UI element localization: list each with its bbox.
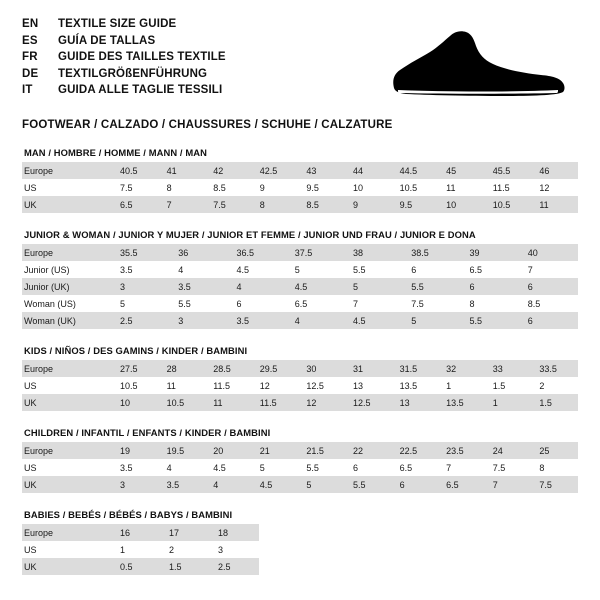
table-row: [22, 179, 578, 196]
size-cell: 4: [170, 261, 228, 278]
size-cell: 10: [438, 196, 485, 213]
size-cell: 5.5: [170, 295, 228, 312]
size-cell: 9: [252, 179, 299, 196]
size-cell: 5.5: [345, 261, 403, 278]
size-cell: 4.5: [252, 476, 299, 493]
size-cell: 40: [520, 244, 578, 261]
size-cell: 11: [531, 196, 578, 213]
size-cell: 28: [159, 360, 206, 377]
row-label: Junior (UK): [22, 278, 112, 295]
size-cell: 10.5: [392, 179, 439, 196]
size-cell: 7.5: [485, 459, 532, 476]
size-cell: 11: [159, 377, 206, 394]
row-label: US: [22, 459, 112, 476]
size-cell: 2.5: [210, 558, 259, 575]
size-cell: 4: [159, 459, 206, 476]
size-cell: 10.5: [112, 377, 159, 394]
page-header: [22, 16, 578, 105]
table-row: [22, 541, 259, 558]
table-row: [22, 377, 578, 394]
size-cell: 5: [112, 295, 170, 312]
size-cell: 45.5: [485, 162, 532, 179]
size-table-block: [22, 427, 578, 493]
size-cell: 13: [345, 377, 392, 394]
size-cell: 35.5: [112, 244, 170, 261]
table-row: [22, 442, 578, 459]
row-label: Europe: [22, 162, 112, 179]
size-cell: 6: [403, 261, 461, 278]
size-cell: 36: [170, 244, 228, 261]
size-cell: 13: [392, 394, 439, 411]
size-cell: 11.5: [252, 394, 299, 411]
row-label: Junior (US): [22, 261, 112, 278]
size-cell: 6: [520, 312, 578, 329]
size-cell: 8: [252, 196, 299, 213]
size-cell: 4: [229, 278, 287, 295]
row-label: Europe: [22, 442, 112, 459]
size-table-title: KIDS / NIÑOS / DES GAMINS / KINDER / BAMBINI: [24, 345, 248, 356]
language-row: [22, 33, 226, 50]
size-cell: 9.5: [298, 179, 345, 196]
table-row: [22, 244, 578, 261]
row-label: Europe: [22, 524, 112, 541]
size-cell: 8.5: [205, 179, 252, 196]
size-cell: 12: [531, 179, 578, 196]
table-row: [22, 261, 578, 278]
size-cell: 4.5: [287, 278, 345, 295]
size-table-title: MAN / HOMBRE / HOMME / MANN / MAN: [24, 147, 207, 158]
size-table-block: [22, 345, 578, 411]
size-cell: 22.5: [392, 442, 439, 459]
size-cell: 46: [531, 162, 578, 179]
size-cell: 7: [345, 295, 403, 312]
size-table: [22, 524, 259, 575]
size-cell: 5.5: [345, 476, 392, 493]
language-code: DE: [22, 67, 39, 80]
size-cell: 4.5: [229, 261, 287, 278]
row-label: Woman (UK): [22, 312, 112, 329]
row-label: US: [22, 377, 112, 394]
size-cell: 2: [531, 377, 578, 394]
size-tables-container: [22, 147, 578, 575]
size-cell: 8: [531, 459, 578, 476]
size-cell: 19: [112, 442, 159, 459]
size-cell: 3.5: [170, 278, 228, 295]
table-row: [22, 476, 578, 493]
size-cell: 5: [403, 312, 461, 329]
size-cell: 18: [210, 524, 259, 541]
row-label: Europe: [22, 360, 112, 377]
table-row: [22, 524, 259, 541]
size-cell: 4.5: [205, 459, 252, 476]
size-cell: 5.5: [403, 278, 461, 295]
size-cell: 42: [205, 162, 252, 179]
size-cell: 1.5: [531, 394, 578, 411]
size-table: [22, 360, 578, 411]
size-table-title: BABIES / BEBÉS / BÉBÉS / BABYS / BAMBINI: [24, 509, 233, 520]
table-row: [22, 196, 578, 213]
size-cell: 33.5: [531, 360, 578, 377]
size-cell: 5: [298, 476, 345, 493]
size-cell: 23.5: [438, 442, 485, 459]
size-cell: 43: [298, 162, 345, 179]
size-cell: 8.5: [520, 295, 578, 312]
size-cell: 8.5: [298, 196, 345, 213]
size-cell: 3.5: [229, 312, 287, 329]
size-cell: 10.5: [159, 394, 206, 411]
size-cell: 11: [438, 179, 485, 196]
size-cell: 11.5: [205, 377, 252, 394]
size-cell: 3: [112, 278, 170, 295]
table-row: [22, 295, 578, 312]
size-cell: 3: [112, 476, 159, 493]
size-cell: 44: [345, 162, 392, 179]
language-code: EN: [22, 18, 39, 30]
table-row: [22, 394, 578, 411]
language-row: [22, 16, 226, 33]
size-cell: 1.5: [485, 377, 532, 394]
size-cell: 12: [298, 394, 345, 411]
size-cell: 6: [229, 295, 287, 312]
size-cell: 25: [531, 442, 578, 459]
size-table: [22, 162, 578, 213]
table-row: [22, 360, 578, 377]
table-row: [22, 312, 578, 329]
size-cell: 30: [298, 360, 345, 377]
size-cell: 5: [287, 261, 345, 278]
size-cell: 24: [485, 442, 532, 459]
size-cell: 4: [287, 312, 345, 329]
size-cell: 1: [112, 541, 161, 558]
language-title: GUIDE DES TAILLES TEXTILE: [58, 51, 226, 63]
size-cell: 10: [345, 179, 392, 196]
language-row: [22, 66, 226, 83]
size-table-block: [22, 229, 578, 329]
row-label: UK: [22, 196, 112, 213]
size-cell: 29.5: [252, 360, 299, 377]
size-cell: 3.5: [112, 459, 159, 476]
size-cell: 7: [438, 459, 485, 476]
size-cell: 6: [520, 278, 578, 295]
size-cell: 7: [485, 476, 532, 493]
language-code: IT: [22, 84, 33, 96]
size-cell: 6.5: [392, 459, 439, 476]
size-cell: 3.5: [159, 476, 206, 493]
size-cell: 45: [438, 162, 485, 179]
size-cell: 6.5: [438, 476, 485, 493]
size-cell: 28.5: [205, 360, 252, 377]
size-cell: 8: [159, 179, 206, 196]
language-code: FR: [22, 51, 38, 63]
size-cell: 0.5: [112, 558, 161, 575]
size-cell: 17: [161, 524, 210, 541]
size-cell: 44.5: [392, 162, 439, 179]
size-cell: 6: [462, 278, 520, 295]
size-cell: 2: [161, 541, 210, 558]
size-cell: 42.5: [252, 162, 299, 179]
size-cell: 5.5: [298, 459, 345, 476]
table-row: [22, 459, 578, 476]
size-cell: 5: [345, 278, 403, 295]
size-cell: 27.5: [112, 360, 159, 377]
size-cell: 20: [205, 442, 252, 459]
row-label: Woman (US): [22, 295, 112, 312]
size-cell: 7.5: [112, 179, 159, 196]
size-table-block: [22, 147, 578, 213]
size-cell: 7.5: [531, 476, 578, 493]
row-label: US: [22, 179, 112, 196]
size-cell: 5: [252, 459, 299, 476]
size-cell: 36.5: [229, 244, 287, 261]
language-title: GUIDA ALLE TAGLIE TESSILI: [58, 84, 223, 96]
size-cell: 10.5: [485, 196, 532, 213]
size-cell: 2.5: [112, 312, 170, 329]
size-cell: 6.5: [112, 196, 159, 213]
size-cell: 9.5: [392, 196, 439, 213]
language-code: ES: [22, 34, 38, 47]
size-table: [22, 442, 578, 493]
size-cell: 33: [485, 360, 532, 377]
size-table-block: [22, 509, 578, 575]
size-cell: 19.5: [159, 442, 206, 459]
size-cell: 7: [159, 196, 206, 213]
size-cell: 7: [520, 261, 578, 278]
size-cell: 3: [170, 312, 228, 329]
size-cell: 6.5: [462, 261, 520, 278]
size-cell: 12.5: [298, 377, 345, 394]
size-cell: 38.5: [403, 244, 461, 261]
size-cell: 32: [438, 360, 485, 377]
size-cell: 37.5: [287, 244, 345, 261]
row-label: UK: [22, 476, 112, 493]
language-title: TEXTILGRÖßENFÜHRUNG: [58, 67, 208, 80]
size-cell: 13.5: [438, 394, 485, 411]
dress-shoe-illustration-icon: [386, 28, 566, 105]
size-cell: 41: [159, 162, 206, 179]
size-cell: 9: [345, 196, 392, 213]
size-cell: 13.5: [392, 377, 439, 394]
size-cell: 40.5: [112, 162, 159, 179]
size-cell: 10: [112, 394, 159, 411]
size-cell: 3: [210, 541, 259, 558]
size-cell: 12.5: [345, 394, 392, 411]
size-cell: 6: [392, 476, 439, 493]
size-table-title: JUNIOR & WOMAN / JUNIOR Y MUJER / JUNIOR ET FEMME / JUNIOR UND FRAU / JUNIOR E DONA: [24, 229, 476, 240]
row-label: US: [22, 541, 112, 558]
size-cell: 5.5: [462, 312, 520, 329]
size-cell: 1: [438, 377, 485, 394]
size-cell: 31: [345, 360, 392, 377]
size-cell: 7.5: [403, 295, 461, 312]
size-cell: 8: [462, 295, 520, 312]
size-table: [22, 244, 578, 329]
row-label: UK: [22, 558, 112, 575]
size-cell: 3.5: [112, 261, 170, 278]
table-row: [22, 278, 578, 295]
size-cell: 11.5: [485, 179, 532, 196]
size-cell: 21: [252, 442, 299, 459]
size-cell: 7.5: [205, 196, 252, 213]
size-cell: 39: [462, 244, 520, 261]
size-cell: 21.5: [298, 442, 345, 459]
size-cell: 1.5: [161, 558, 210, 575]
size-cell: 38: [345, 244, 403, 261]
language-row: [22, 49, 226, 66]
language-title: GUÍA DE TALLAS: [58, 34, 156, 47]
size-cell: 31.5: [392, 360, 439, 377]
footwear-section-title: FOOTWEAR / CALZADO / CHAUSSURES / SCHUHE / CALZATURE: [22, 119, 393, 131]
size-cell: 4: [205, 476, 252, 493]
size-cell: 11: [205, 394, 252, 411]
language-title: TEXTILE SIZE GUIDE: [58, 18, 177, 30]
table-row: [22, 162, 578, 179]
language-row: [22, 82, 226, 99]
size-cell: 22: [345, 442, 392, 459]
size-cell: 4.5: [345, 312, 403, 329]
size-cell: 1: [485, 394, 532, 411]
size-cell: 6.5: [287, 295, 345, 312]
size-table-title: CHILDREN / INFANTIL / ENFANTS / KINDER / BAMBINI: [24, 427, 271, 438]
row-label: Europe: [22, 244, 112, 261]
table-row: [22, 558, 259, 575]
size-cell: 12: [252, 377, 299, 394]
size-cell: 16: [112, 524, 161, 541]
row-label: UK: [22, 394, 112, 411]
size-cell: 6: [345, 459, 392, 476]
language-title-list: [22, 16, 226, 99]
